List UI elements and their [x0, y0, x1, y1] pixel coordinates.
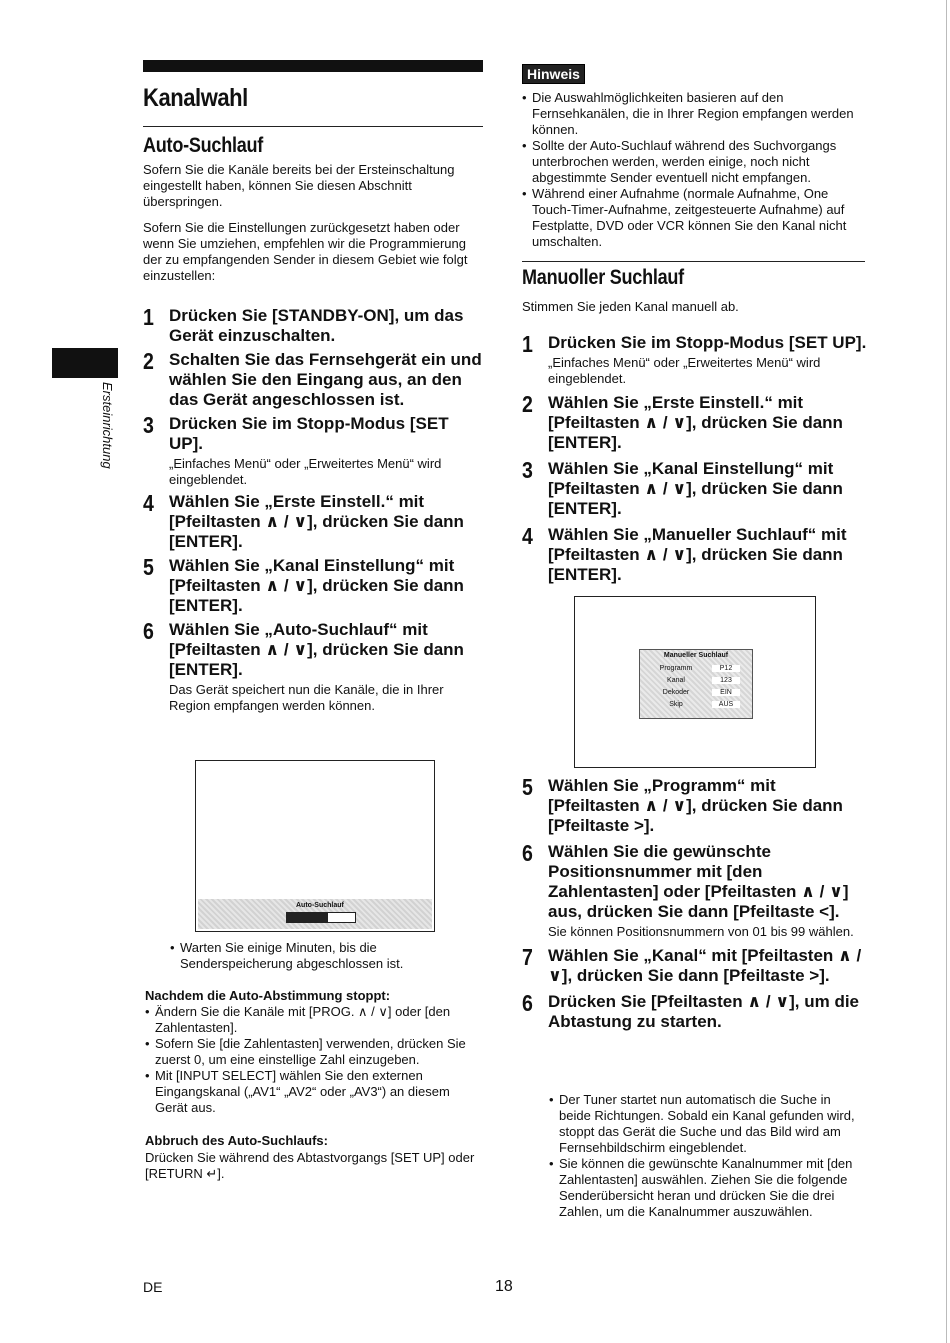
- step-note: „Einfaches Menü“ oder „Erweitertes Menü“ wird eingeblendet.: [548, 355, 821, 386]
- menu-row: [640, 698, 752, 710]
- step-number: 2: [522, 391, 533, 417]
- step-body: [169, 306, 483, 346]
- step-4: [522, 525, 867, 585]
- section-title-auto: Auto-Suchlauf: [143, 134, 264, 157]
- step-2: [522, 842, 867, 940]
- step-title: Wählen Sie „Kanal Einstellung“ mit [Pfeiltasten ∧ / ∨], drücken Sie dann [ENTER].: [169, 556, 464, 615]
- step-title: Drücken Sie im Stopp-Modus [SET UP].: [169, 414, 449, 453]
- step-body: [548, 842, 867, 940]
- step-number: 4: [143, 490, 154, 516]
- step-body: [548, 992, 867, 1032]
- progress-fill: [287, 913, 328, 922]
- step-number: 1: [522, 331, 533, 357]
- after-list: [145, 1004, 485, 1116]
- menu-value: AUS: [712, 701, 740, 708]
- step-title: Drücken Sie [STANDBY-ON], um das Gerät einzuschalten.: [169, 306, 464, 345]
- manual-steps-b: [522, 776, 867, 1036]
- hinweis-list: [522, 90, 867, 250]
- step-note: Sie können Positionsnummern von 01 bis 99 wählen.: [548, 924, 854, 939]
- step-4: [522, 992, 867, 1032]
- menu-row: [640, 686, 752, 698]
- heading-rule: [143, 126, 483, 127]
- step-number: 4: [522, 523, 533, 549]
- section-title-manual: Manuoller Suchlauf: [522, 266, 684, 289]
- step-title: Wählen Sie „Erste Einstell.“ mit [Pfeiltasten ∧ / ∨], drücken Sie dann [ENTER].: [548, 393, 843, 452]
- step-1: [143, 306, 483, 346]
- menu-value: EIN: [712, 689, 740, 696]
- step-body: [548, 459, 867, 519]
- manual-search-screen: [574, 596, 816, 768]
- step-1: [522, 333, 867, 387]
- step-note: „Einfaches Menü“ oder „Erweitertes Menü“ wird eingeblendet.: [169, 456, 442, 487]
- page-number: 18: [495, 1278, 513, 1295]
- step-number: 3: [522, 457, 533, 483]
- hinweis-label: Hinweis: [522, 64, 585, 84]
- step-body: [169, 556, 483, 616]
- heading-bar: [143, 60, 483, 72]
- step-5: [143, 556, 483, 616]
- step-body: [548, 393, 867, 453]
- footer-language: DE: [143, 1279, 163, 1295]
- step-title: Wählen Sie „Programm“ mit [Pfeiltasten ∧ / ∨], drücken Sie dann [Pfeiltaste >].: [548, 776, 843, 835]
- step-number: 2: [143, 348, 154, 374]
- page-title: Kanalwahl: [143, 84, 248, 112]
- chapter-tab-label: Ersteinrichtung: [100, 382, 115, 469]
- abort-title: Abbruch des Auto-Suchlaufs:: [145, 1133, 328, 1148]
- menu-value: 123: [712, 677, 740, 684]
- step-body: [548, 776, 867, 836]
- step-4: [143, 492, 483, 552]
- step-body: [169, 350, 483, 410]
- step-2: [522, 393, 867, 453]
- step-number: 6: [522, 840, 533, 866]
- menu-key: Dekoder: [662, 688, 690, 696]
- intro-paragraph-2: Sofern Sie die Einstellungen zurückgesetzt haben oder wenn Sie umziehen, empfehlen wir die Programmierung der zu empfangenden Sender in diesem Gebiet wie folgt einzustellen:: [143, 220, 468, 283]
- step-number: 5: [522, 774, 533, 800]
- wait-note: [170, 940, 470, 972]
- auto-search-screen: [195, 760, 435, 932]
- step-3: [143, 414, 483, 488]
- step-number: 3: [143, 412, 154, 438]
- list-item: • Der Tuner startet nun automatisch die Suche in beide Richtungen. Sobald ein Kanal gefunden wird, stoppt das Gerät die Suche und das Bild wird am Fernsehbildschirm eingeblendet.: [549, 1092, 864, 1156]
- progress-bar: [286, 912, 356, 923]
- step-note: Das Gerät speichert nun die Kanäle, die in Ihrer Region empfangen werden können.: [169, 682, 444, 713]
- step-number: 5: [143, 554, 154, 580]
- step-3: [522, 459, 867, 519]
- menu-row: [640, 662, 752, 674]
- wait-note-item: • Warten Sie einige Minuten, bis die Senderspeicherung abgeschlossen ist.: [170, 940, 470, 972]
- step-title: Wählen Sie „Manueller Suchlauf“ mit [Pfeiltasten ∧ / ∨], drücken Sie dann [ENTER].: [548, 525, 847, 584]
- step-title: Wählen Sie „Auto-Suchlauf“ mit [Pfeiltasten ∧ / ∨], drücken Sie dann [ENTER].: [169, 620, 464, 679]
- section-rule-manual: [522, 261, 865, 262]
- list-item: • Während einer Aufnahme (normale Aufnahme, One Touch-Timer-Aufnahme, zeitgesteuerte Aufnahme) auf Festplatte, DVD oder VCR können Sie den Kanal nicht umschalten.: [522, 186, 867, 250]
- step-title: Wählen Sie „Kanal“ mit [Pfeiltasten ∧ / ∨], drücken Sie dann [Pfeiltaste >].: [548, 946, 862, 985]
- step-3: [522, 946, 867, 986]
- list-item: • Mit [INPUT SELECT] wählen Sie den externen Eingangskanal („AV1“ „AV2“ oder „AV3“) an diesem Gerät aus.: [145, 1068, 485, 1116]
- step-1: [522, 776, 867, 836]
- step-number: 1: [143, 304, 154, 330]
- after-title: Nachdem die Auto-Abstimmung stoppt:: [145, 988, 391, 1003]
- step-title: Wählen Sie „Kanal Einstellung“ mit [Pfeiltasten ∧ / ∨], drücken Sie dann [ENTER].: [548, 459, 843, 518]
- list-item: • Sie können die gewünschte Kanalnummer mit [den Zahlentasten] auswählen. Ziehen Sie die folgende Senderübersicht heran und drücken Sie die drei Zahlen, um die Kanalnummer auszuwählen.: [549, 1156, 864, 1220]
- step-body: [548, 525, 867, 585]
- step-body: [169, 620, 483, 714]
- list-item: • Ändern Sie die Kanäle mit [PROG. ∧ / ∨] oder [den Zahlentasten].: [145, 1004, 485, 1036]
- final-list: [549, 1092, 864, 1220]
- step-body: [548, 946, 867, 986]
- intro-paragraph-1: Sofern Sie die Kanäle bereits bei der Ersteinschaltung eingestellt haben, können Sie diesen Abschnitt überspringen.: [143, 162, 455, 209]
- menu-row: [640, 674, 752, 686]
- manual-steps-a: [522, 333, 867, 591]
- step-title: Wählen Sie die gewünschte Positionsnummer mit [den Zahlentasten] oder [Pfeiltasten ∧ / ∨] aus, drücken Sie dann [Pfeiltaste <].: [548, 842, 849, 921]
- chapter-tab: [52, 348, 118, 378]
- menu-key: Skip: [669, 700, 683, 708]
- step-title: Schalten Sie das Fernsehgerät ein und wählen Sie den Eingang aus, an den das Gerät angeschlossen ist.: [169, 350, 482, 409]
- step-number: 6: [143, 618, 154, 644]
- list-item: • Sofern Sie [die Zahlentasten] verwenden, drücken Sie zuerst 0, um eine einstellige Zahl einzugeben.: [145, 1036, 485, 1068]
- step-6: [143, 620, 483, 714]
- list-item: • Sollte der Auto-Suchlauf während des Suchvorgangs unterbrochen werden, werden einige, noch nicht abgestimmte Sender eventuell nicht empfangen.: [522, 138, 867, 186]
- auto-search-banner: [198, 899, 432, 929]
- step-body: [169, 414, 483, 488]
- menu-rows: [640, 662, 752, 710]
- step-2: [143, 350, 483, 410]
- step-body: [169, 492, 483, 552]
- step-title: Drücken Sie [Pfeiltasten ∧ / ∨], um die Abtastung zu starten.: [548, 992, 860, 1031]
- abort-text: Drücken Sie während des Abtastvorgangs [SET UP] oder [RETURN ↵].: [145, 1150, 475, 1181]
- step-title: Drücken Sie im Stopp-Modus [SET UP].: [548, 333, 867, 352]
- auto-search-label: Auto-Suchlauf: [296, 902, 344, 909]
- menu-title: Manueller Suchlauf: [663, 652, 729, 659]
- auto-steps: [143, 306, 483, 718]
- step-title: Wählen Sie „Erste Einstell.“ mit [Pfeiltasten ∧ / ∨], drücken Sie dann [ENTER].: [169, 492, 464, 551]
- menu-key: Kanal: [667, 676, 685, 684]
- step-number: 7: [522, 944, 533, 970]
- menu-value: P12: [712, 665, 740, 672]
- list-item: • Die Auswahlmöglichkeiten basieren auf den Fernsehkanälen, die in Ihrer Region empfangen werden können.: [522, 90, 867, 138]
- page-edge: [946, 0, 947, 1343]
- menu-key: Programm: [659, 664, 693, 672]
- manual-search-menu: [639, 649, 753, 719]
- step-body: [548, 333, 867, 387]
- step-number: 6: [522, 990, 533, 1016]
- manual-intro: Stimmen Sie jeden Kanal manuell ab.: [522, 299, 739, 314]
